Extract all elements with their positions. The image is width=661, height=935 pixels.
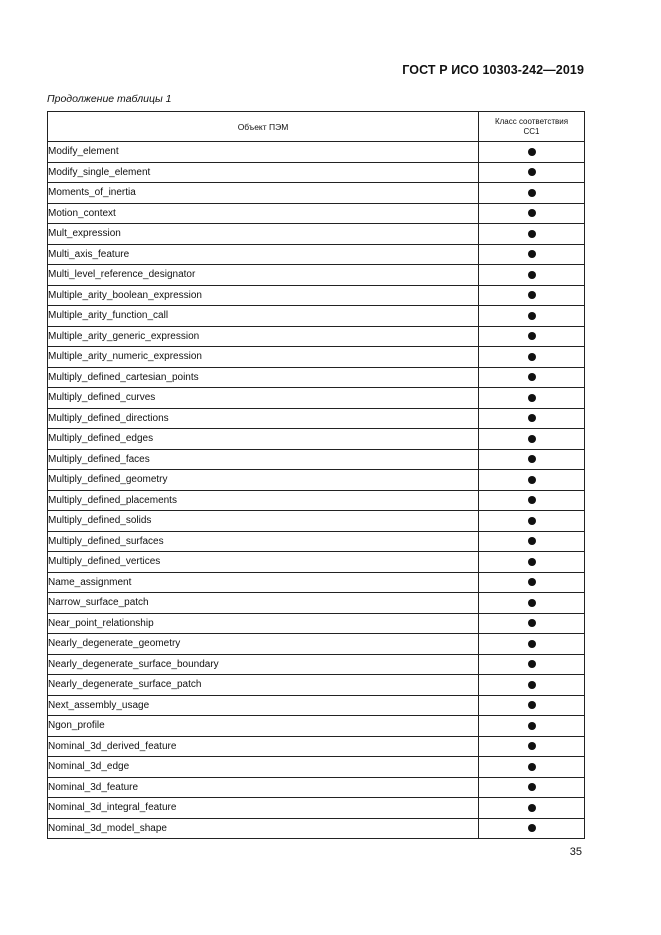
filled-circle-icon bbox=[528, 271, 536, 279]
table-row bbox=[48, 654, 585, 675]
object-name-cell: Nearly_degenerate_surface_patch bbox=[48, 675, 479, 696]
table-row bbox=[48, 306, 585, 327]
column-header-object: Объект ПЭМ bbox=[48, 112, 479, 142]
table-row bbox=[48, 593, 585, 614]
object-name-cell: Nearly_degenerate_geometry bbox=[48, 634, 479, 655]
object-name-cell: Next_assembly_usage bbox=[48, 695, 479, 716]
object-name-cell: Mult_expression bbox=[48, 224, 479, 245]
object-name-cell: Multiple_arity_boolean_expression bbox=[48, 285, 479, 306]
filled-circle-icon bbox=[528, 209, 536, 217]
object-name-cell: Multiply_defined_directions bbox=[48, 408, 479, 429]
cc1-cell bbox=[479, 716, 585, 737]
filled-circle-icon bbox=[528, 332, 536, 340]
table-row bbox=[48, 777, 585, 798]
object-name-cell: Multi_axis_feature bbox=[48, 244, 479, 265]
filled-circle-icon bbox=[528, 373, 536, 381]
filled-circle-icon bbox=[528, 517, 536, 525]
table-row bbox=[48, 798, 585, 819]
cc1-cell bbox=[479, 183, 585, 204]
object-name-cell: Multi_level_reference_designator bbox=[48, 265, 479, 286]
cc1-cell bbox=[479, 388, 585, 409]
filled-circle-icon bbox=[528, 230, 536, 238]
cc1-cell bbox=[479, 552, 585, 573]
conformance-table bbox=[47, 111, 585, 839]
filled-circle-icon bbox=[528, 824, 536, 832]
cc1-cell bbox=[479, 634, 585, 655]
object-name-cell: Multiply_defined_curves bbox=[48, 388, 479, 409]
table-row bbox=[48, 142, 585, 163]
table-row bbox=[48, 695, 585, 716]
object-name-cell: Nominal_3d_edge bbox=[48, 757, 479, 778]
table-row bbox=[48, 367, 585, 388]
cc1-cell bbox=[479, 224, 585, 245]
cc1-cell bbox=[479, 572, 585, 593]
cc1-cell bbox=[479, 654, 585, 675]
object-name-cell: Multiply_defined_geometry bbox=[48, 470, 479, 491]
object-name-cell: Multiply_defined_faces bbox=[48, 449, 479, 470]
table-row bbox=[48, 716, 585, 737]
filled-circle-icon bbox=[528, 250, 536, 258]
table-row bbox=[48, 675, 585, 696]
object-name-cell: Moments_of_inertia bbox=[48, 183, 479, 204]
cc1-cell bbox=[479, 613, 585, 634]
object-name-cell: Nominal_3d_model_shape bbox=[48, 818, 479, 839]
table-row bbox=[48, 162, 585, 183]
table-row bbox=[48, 470, 585, 491]
filled-circle-icon bbox=[528, 701, 536, 709]
cc1-cell bbox=[479, 511, 585, 532]
filled-circle-icon bbox=[528, 291, 536, 299]
object-name-cell: Nominal_3d_derived_feature bbox=[48, 736, 479, 757]
object-name-cell: Ngon_profile bbox=[48, 716, 479, 737]
filled-circle-icon bbox=[528, 558, 536, 566]
filled-circle-icon bbox=[528, 414, 536, 422]
cc1-cell bbox=[479, 265, 585, 286]
table-row bbox=[48, 224, 585, 245]
cc1-cell bbox=[479, 736, 585, 757]
table-row bbox=[48, 613, 585, 634]
cc1-cell bbox=[479, 367, 585, 388]
table-row bbox=[48, 326, 585, 347]
table-row bbox=[48, 183, 585, 204]
object-name-cell: Multiply_defined_solids bbox=[48, 511, 479, 532]
filled-circle-icon bbox=[528, 660, 536, 668]
filled-circle-icon bbox=[528, 599, 536, 607]
cc1-cell bbox=[479, 326, 585, 347]
table-row bbox=[48, 531, 585, 552]
table-row bbox=[48, 285, 585, 306]
cc1-cell bbox=[479, 593, 585, 614]
cc1-cell bbox=[479, 695, 585, 716]
table-row bbox=[48, 736, 585, 757]
object-name-cell: Motion_context bbox=[48, 203, 479, 224]
table-row bbox=[48, 347, 585, 368]
filled-circle-icon bbox=[528, 189, 536, 197]
conformance-class-code: СС1 bbox=[523, 126, 540, 136]
cc1-cell bbox=[479, 490, 585, 511]
cc1-cell bbox=[479, 777, 585, 798]
cc1-cell bbox=[479, 470, 585, 491]
table-row bbox=[48, 244, 585, 265]
page-number: 35 bbox=[569, 846, 582, 858]
filled-circle-icon bbox=[528, 681, 536, 689]
object-name-cell: Nearly_degenerate_surface_boundary bbox=[48, 654, 479, 675]
filled-circle-icon bbox=[528, 722, 536, 730]
object-name-cell: Multiply_defined_edges bbox=[48, 429, 479, 450]
table-row bbox=[48, 572, 585, 593]
cc1-cell bbox=[479, 675, 585, 696]
table-row bbox=[48, 511, 585, 532]
table-row bbox=[48, 429, 585, 450]
object-name-cell: Multiply_defined_surfaces bbox=[48, 531, 479, 552]
cc1-cell bbox=[479, 244, 585, 265]
cc1-cell bbox=[479, 347, 585, 368]
object-name-cell: Multiply_defined_vertices bbox=[48, 552, 479, 573]
object-name-cell: Multiple_arity_generic_expression bbox=[48, 326, 479, 347]
filled-circle-icon bbox=[528, 496, 536, 504]
filled-circle-icon bbox=[528, 640, 536, 648]
table-caption: Продолжение таблицы 1 bbox=[47, 93, 172, 105]
object-name-cell: Nominal_3d_integral_feature bbox=[48, 798, 479, 819]
cc1-cell bbox=[479, 162, 585, 183]
table-row bbox=[48, 449, 585, 470]
table-row bbox=[48, 388, 585, 409]
object-name-cell: Multiply_defined_cartesian_points bbox=[48, 367, 479, 388]
object-name-cell: Multiply_defined_placements bbox=[48, 490, 479, 511]
filled-circle-icon bbox=[528, 742, 536, 750]
table-row bbox=[48, 203, 585, 224]
cc1-cell bbox=[479, 285, 585, 306]
filled-circle-icon bbox=[528, 455, 536, 463]
filled-circle-icon bbox=[528, 168, 536, 176]
conformance-class-label: Класс соответствия bbox=[494, 116, 569, 126]
object-name-cell: Name_assignment bbox=[48, 572, 479, 593]
object-name-cell: Multiple_arity_numeric_expression bbox=[48, 347, 479, 368]
object-name-cell: Near_point_relationship bbox=[48, 613, 479, 634]
filled-circle-icon bbox=[528, 763, 536, 771]
filled-circle-icon bbox=[528, 783, 536, 791]
filled-circle-icon bbox=[528, 537, 536, 545]
cc1-cell bbox=[479, 798, 585, 819]
object-name-cell: Modify_element bbox=[48, 142, 479, 163]
table-row bbox=[48, 552, 585, 573]
table-row bbox=[48, 634, 585, 655]
cc1-cell bbox=[479, 449, 585, 470]
column-header-conformance-class bbox=[479, 112, 585, 142]
filled-circle-icon bbox=[528, 312, 536, 320]
filled-circle-icon bbox=[528, 353, 536, 361]
cc1-cell bbox=[479, 429, 585, 450]
object-name-cell: Narrow_surface_patch bbox=[48, 593, 479, 614]
table-row bbox=[48, 265, 585, 286]
document-code: ГОСТ Р ИСО 10303-242—2019 bbox=[402, 63, 584, 77]
table-header-row bbox=[48, 112, 585, 142]
cc1-cell bbox=[479, 142, 585, 163]
cc1-cell bbox=[479, 757, 585, 778]
cc1-cell bbox=[479, 306, 585, 327]
filled-circle-icon bbox=[528, 804, 536, 812]
filled-circle-icon bbox=[528, 578, 536, 586]
object-name-cell: Multiple_arity_function_call bbox=[48, 306, 479, 327]
table-row bbox=[48, 490, 585, 511]
filled-circle-icon bbox=[528, 435, 536, 443]
filled-circle-icon bbox=[528, 394, 536, 402]
object-name-cell: Nominal_3d_feature bbox=[48, 777, 479, 798]
filled-circle-icon bbox=[528, 476, 536, 484]
table-row bbox=[48, 408, 585, 429]
cc1-cell bbox=[479, 531, 585, 552]
table-row bbox=[48, 818, 585, 839]
cc1-cell bbox=[479, 408, 585, 429]
filled-circle-icon bbox=[528, 619, 536, 627]
filled-circle-icon bbox=[528, 148, 536, 156]
object-name-cell: Modify_single_element bbox=[48, 162, 479, 183]
cc1-cell bbox=[479, 203, 585, 224]
table-row bbox=[48, 757, 585, 778]
cc1-cell bbox=[479, 818, 585, 839]
